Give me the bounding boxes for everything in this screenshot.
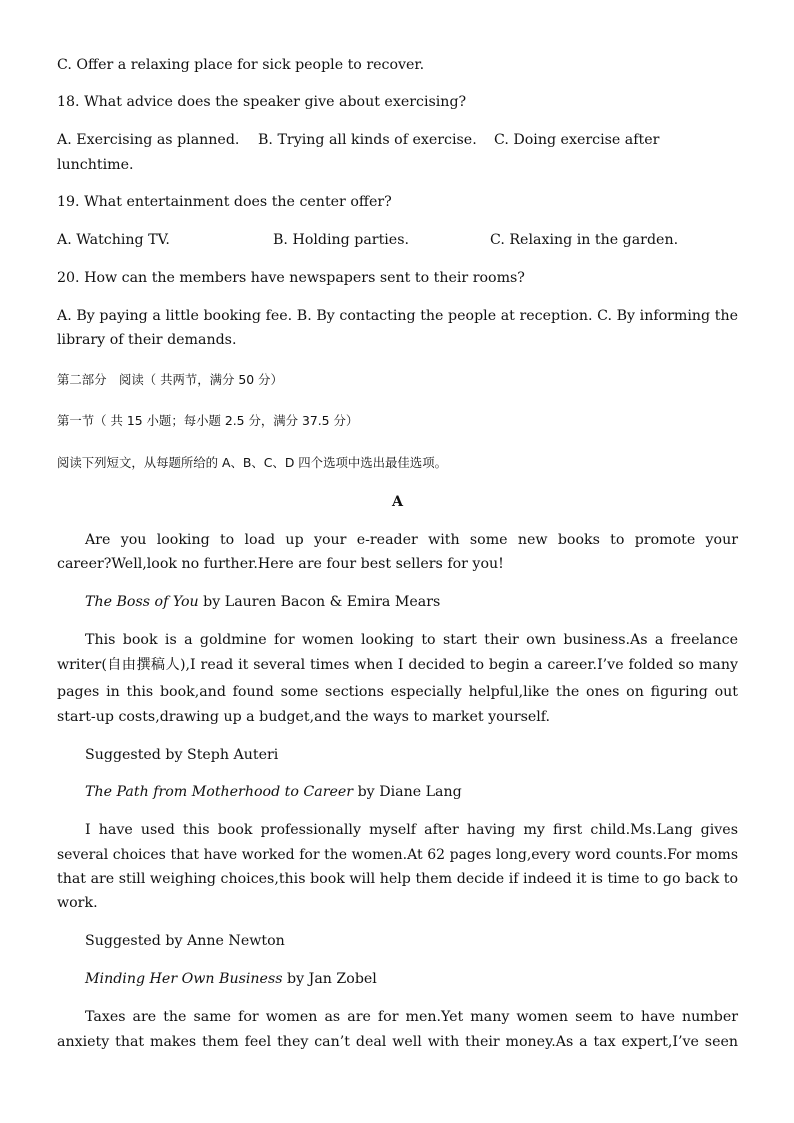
q19-option-c: C. Relaxing in the garden.	[490, 232, 679, 248]
book3-line-1: Taxes are the same for women as are for men.Yet many women seem to have number	[85, 1009, 738, 1025]
q19-question: 19. What entertainment does the center offer?	[57, 194, 392, 210]
book3-heading	[85, 969, 738, 989]
q18-option-c-continued: lunchtime.	[57, 157, 134, 173]
q20-question: 20. How can the members have newspapers sent to their rooms?	[57, 270, 525, 286]
book3-byline: by Jan Zobel	[282, 971, 377, 987]
book2-suggested-by: Suggested by Anne Newton	[85, 933, 285, 949]
passage-letter: A	[391, 494, 403, 510]
book1-line-1: This book is a goldmine for women looking to start their own business.As a freelance	[85, 632, 738, 648]
intro-line-2: career?Well,look no further.Here are four best sellers for you!	[57, 556, 504, 572]
q19-option-a: A. Watching TV.	[57, 232, 170, 248]
reading-instruction: 阅读下列短文，从每题所给的 A、B、C、D 四个选项中选出最佳选项。	[57, 455, 447, 470]
q20-options-line2: library of their demands.	[57, 332, 237, 348]
q19-options-row	[57, 230, 738, 250]
book1-heading	[85, 592, 738, 612]
book1-line-2: writer(自由撰稿人),I read it several times when I decided to begin a career.I’ve folded so many	[57, 657, 738, 673]
book1-line-3: pages in this book,and found some sections especially helpful,like the ones on figuring out	[57, 684, 738, 700]
book2-line-2: several choices that have worked for the women.At 62 pages long,every word counts.For moms	[57, 847, 738, 863]
book2-line-4: work.	[57, 895, 98, 911]
book1-suggested-by: Suggested by Steph Auteri	[85, 747, 279, 763]
q17-option-c: C. Offer a relaxing place for sick people to recover.	[57, 57, 425, 73]
q20-options-line1: A. By paying a little booking fee. B. By contacting the people at reception. C. By informing the	[57, 308, 738, 324]
q18-question: 18. What advice does the speaker give about exercising?	[57, 94, 467, 110]
q18-option-c: C. Doing exercise after	[494, 132, 660, 148]
book2-line-1: I have used this book professionally myself after having my first child.Ms.Lang gives	[85, 822, 738, 838]
q18-options-row	[57, 130, 738, 150]
book3-title: Minding Her Own Business	[85, 971, 283, 987]
book1-title: The Boss of You	[85, 594, 199, 610]
book2-heading	[85, 782, 738, 802]
book2-title: The Path from Motherhood to Career	[85, 784, 354, 800]
intro-line-1: Are you looking to load up your e-reader with some new books to promote your	[85, 532, 738, 548]
book3-line-2: anxiety that makes them feel they can’t deal well with their money.As a tax expert,I’ve seen	[57, 1034, 738, 1050]
q19-option-b: B. Holding parties.	[273, 232, 409, 248]
part2-heading: 第二部分 阅读（ 共两节，满分 50 分）	[57, 372, 283, 387]
q18-option-b: B. Trying all kinds of exercise.	[258, 132, 477, 148]
q18-option-a: A. Exercising as planned.	[57, 132, 240, 148]
book2-byline: by Diane Lang	[353, 784, 462, 800]
book1-byline: by Lauren Bacon & Emira Mears	[198, 594, 441, 610]
section1-heading: 第一节（ 共 15 小题；每小题 2.5 分，满分 37.5 分）	[57, 413, 359, 428]
book1-line-4: start-up costs,drawing up a budget,and the ways to market yourself.	[57, 709, 551, 725]
book2-line-3: that are still weighing choices,this book will help them decide if indeed it is time to go back to	[57, 871, 738, 887]
